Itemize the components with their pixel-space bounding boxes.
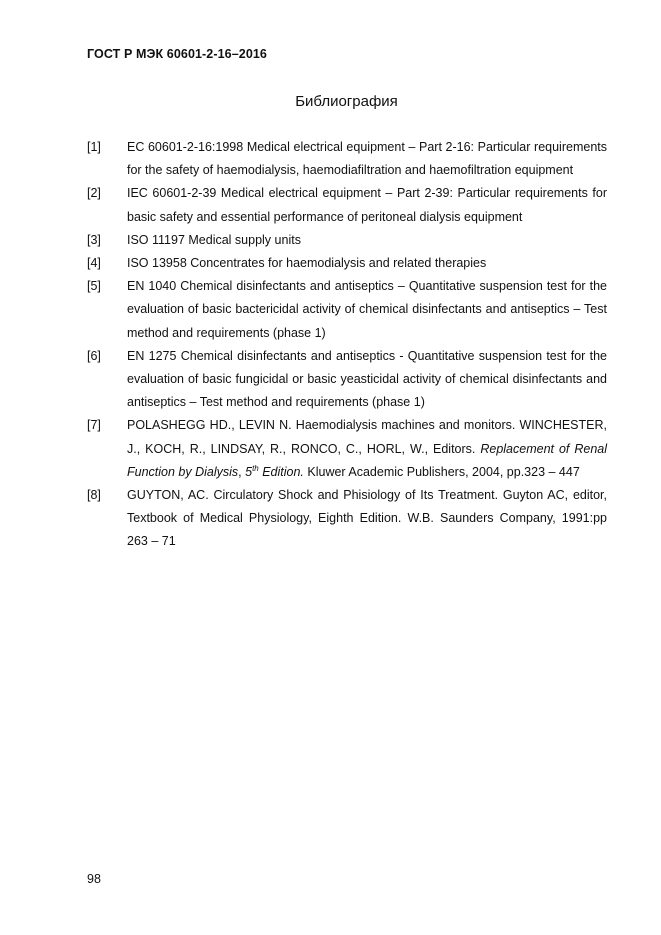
reference-text-segment: EN 1040 Chemical disinfectants and antiseptics – Quantitative suspension test for the evaluation of basic bactericidal activity of chemical disinfectants and antiseptics – Test method and requirements (phase 1) xyxy=(127,279,607,340)
reference-entry xyxy=(87,252,607,275)
reference-entry xyxy=(87,136,607,182)
reference-text-segment: EC 60601-2-16:1998 Medical electrical equipment – Part 2-16: Particular requirements for the safety of haemodialysis, haemodiafiltration and haemofiltration equipment xyxy=(127,140,607,178)
reference-text-segment: th xyxy=(252,463,259,473)
reference-entry xyxy=(87,414,607,484)
reference-number: [2] xyxy=(87,186,101,201)
reference-text xyxy=(127,484,607,554)
page-title: Библиография xyxy=(295,93,398,110)
reference-number: [4] xyxy=(87,256,101,271)
reference-entry xyxy=(87,229,607,252)
reference-number: [5] xyxy=(87,279,101,294)
reference-text xyxy=(127,275,607,345)
reference-text-segment: , xyxy=(238,464,246,479)
reference-text xyxy=(127,136,607,182)
bibliography-list xyxy=(87,136,607,554)
reference-number: [8] xyxy=(87,488,101,503)
reference-text xyxy=(127,252,607,275)
reference-text-segment: 5 xyxy=(245,464,253,479)
reference-text xyxy=(127,345,607,415)
reference-entry xyxy=(87,484,607,554)
reference-entry xyxy=(87,275,607,345)
reference-text-segment: IEC 60601-2-39 Medical electrical equipment – Part 2-39: Particular requirements for basic safety and essential performance of peritoneal dialysis equipment xyxy=(127,186,607,224)
document-header: ГОСТ Р МЭК 60601-2-16–2016 xyxy=(87,47,267,61)
reference-text xyxy=(127,414,607,484)
reference-text-segment: ISO 13958 Concentrates for haemodialysis and related therapies xyxy=(127,256,487,271)
reference-number: [7] xyxy=(87,418,101,433)
reference-text-segment: POLASHEGG HD., LEVIN N. Haemodialysis machines and monitors. WINCHESTER, J., KOCH, R., LINDSAY, R., RONCO, C., HORL, W., Editors. xyxy=(127,418,607,456)
reference-number: [1] xyxy=(87,140,101,154)
reference-text-segment: Replacement of Renal Function by Dialysis xyxy=(127,441,607,479)
reference-text-segment: EN 1275 Chemical disinfectants and antiseptics - Quantitative suspension test for the evaluation of basic fungicidal or basic yeasticidal activity of chemical disinfectants and antiseptics – Test method and requirements (phase 1) xyxy=(127,348,607,410)
reference-text-segment: ISO 11197 Medical supply units xyxy=(127,232,301,247)
reference-entry xyxy=(87,345,607,415)
reference-text xyxy=(127,229,607,252)
reference-text-segment: Kluwer Academic Publishers, 2004, pp.323 – 447 xyxy=(303,464,580,479)
reference-text-segment: GUYTON, AC. Circulatory Shock and Phisiology of Its Treatment. Guyton AC, editor, Textbook of Medical Physiology, Eighth Edition. W.B. Saunders Company, 1991:pp 263 – 71 xyxy=(127,488,607,549)
reference-number: [3] xyxy=(87,232,101,247)
reference-entry xyxy=(87,182,607,228)
page-number: 98 xyxy=(87,872,101,886)
reference-text xyxy=(127,182,607,228)
reference-number: [6] xyxy=(87,348,101,363)
reference-text-segment: Edition. xyxy=(258,464,304,479)
